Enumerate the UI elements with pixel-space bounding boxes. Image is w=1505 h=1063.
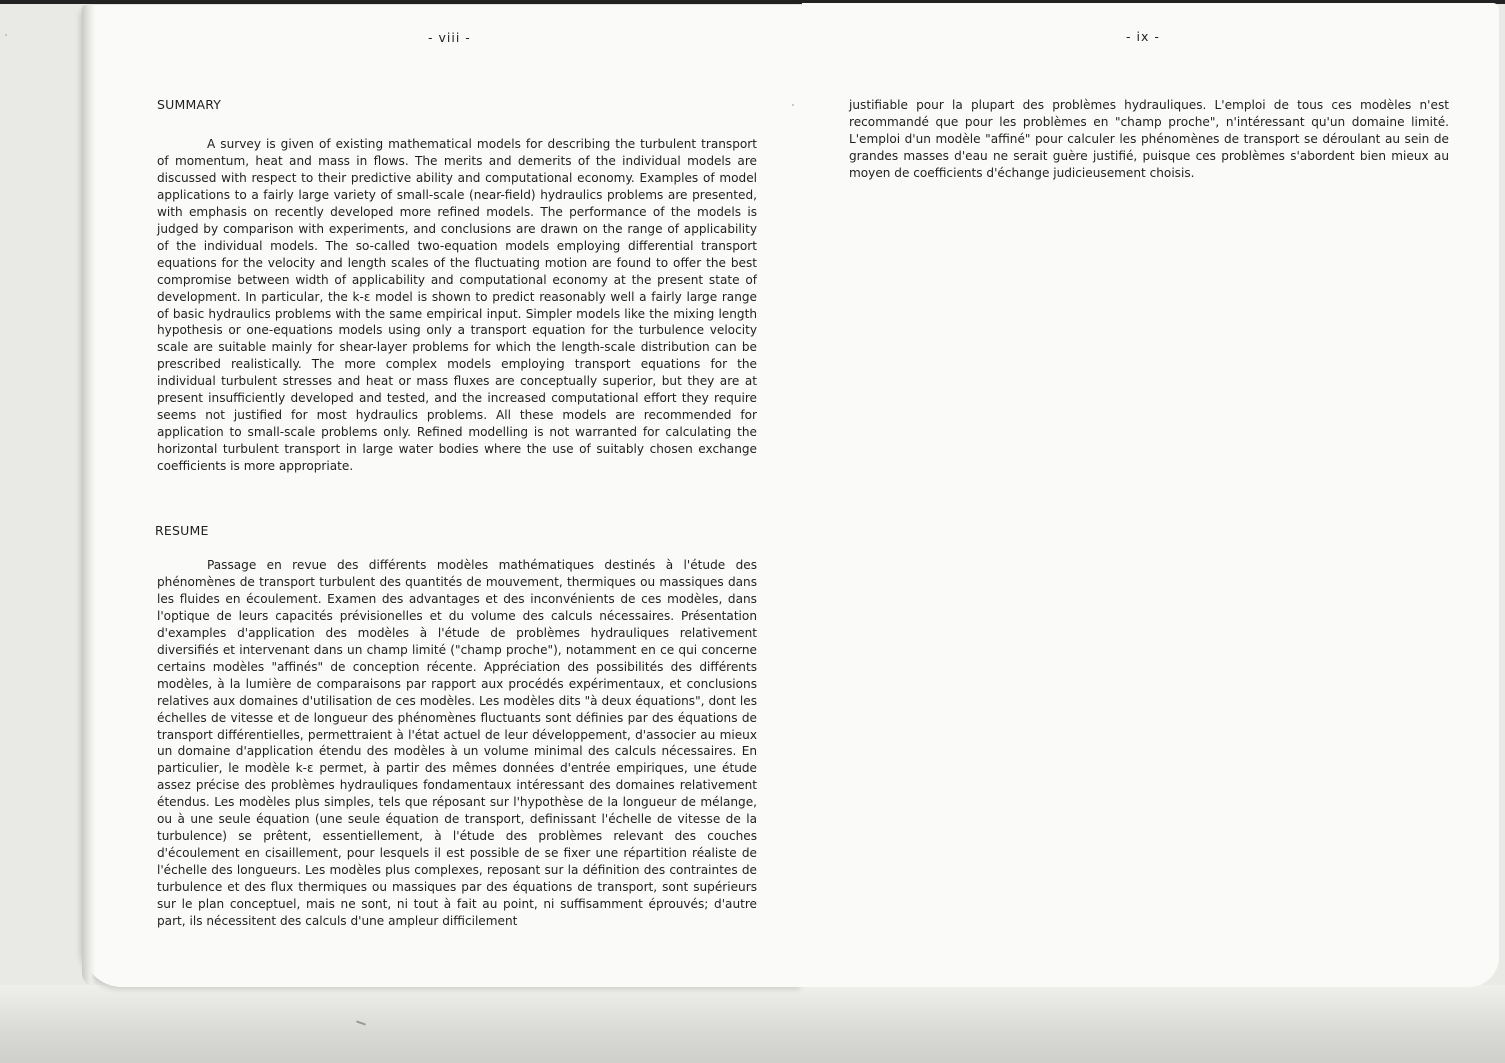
summary-paragraph: A survey is given of existing mathematical models for describing the turbulent transport of momentum, heat and mass in flows. The merits and demerits of the individual models are discussed with respect to their predictive ability and computational economy. Examples of model applications to a fairly large variety of small-scale (near-field) hydraulics problems are presented, with emphasis on recently developed more refined models. The performance of the models is judged by comparison with experiments, and conclusions are drawn on the range of applicability of the individual models. The so-called two-equation models employing differential transport equations for the velocity and length scales of the fluctuating motion are found to offer the best compromise between width of applicability and computational economy at the present state of development. In particular, the k-ε model is shown to predict reasonably well a fairly large range of basic hydraulics problems with the same empirical input. Simpler models like the mixing length hypothesis or one-equations models using only a transport equation for the turbulence velocity scale are suitable mainly for shear-layer problems for which the length-scale distribution can be prescribed realistically. The more complex models employing transport equations for the individual turbulent stresses and heat or mass fluxes are conceptually superior, but they are at present insufficiently developed and tested, and the increased computational effort they require seems not justified for most hydraulics problems. All these models are recommended for application to small-scale problems only. Refined modelling is not warranted for calculating the horizontal turbulent transport in large water bodies where the use of suitably chosen exchange coefficients is more appropriate. (157, 137, 757, 474)
scan-speck (5, 34, 7, 36)
resume-paragraph: Passage en revue des différents modèles mathématiques destinés à l'étude des phénomènes de transport turbulent des quantités de mouvement, thermiques ou massiques dans les fluides en écoulement. Examen des advantages et des inconvénients de ces modèles, dans l'optique de leurs capacités prévisionelles et du volume des calculs nécessaires. Présentation d'examples d'application des modèles à l'étude de problèmes hydrauliques relativement diversifiés et intervenant dans un champ limité ("champ proche"), notamment en ce qui concerne certains modèles "affinés" de conception récente. Appréciation des possibilités des différents modèles, à la lumière de comparaisons par rapport aux procédés expérimentaux, et conclusions relatives aux domaines d'utilisation de ces modèles. Les modèles dits "à deux équations", dont les échelles de vitesse et de longueur des phénomènes fluctuants sont définies par des équations de transport différentielles, permettraient à l'état actuel de leur développement, d'associer au mieux un domaine d'application étendu des modèles à un volume minimal des calculs nécessaires. En particulier, le modèle k-ε permet, à partir des mêmes données d'entrée empiriques, une étude assez précise des problèmes hydrauliques fondamentaux intéressant des domaines relativement étendus. Les modèles plus simples, tels que réposant sur l'hypothèse de la longueur de mélange, ou à une seule équation (une seule équation de transport, definissant l'échelle de vitesse de la turbulence) se prêtent, essentiellement, à l'étude des problèmes relevant des couches d'écoulement en cisaillement, pour lesquels il est possible de se fixer une répartition réaliste de l'échelle des longueurs. Les modèles plus complexes, reposant sur la définition des contraintes de turbulence et des flux thermiques ou massiques par des équations de transport, sont supérieurs sur le plan conceptuel, mais ne sont, ni tout à fait au point, ni suffisamment éprouvés; d'autre part, ils nécessitent des calculs d'une ampleur difficilement (157, 558, 757, 929)
summary-heading: SUMMARY (157, 97, 222, 112)
page-number-right: - ix - (1126, 29, 1160, 44)
scan-speck (792, 104, 794, 106)
page-number-left: - viii - (428, 30, 471, 45)
resume-continued-paragraph: justifiable pour la plupart des problèmes hydrauliques. L'emploi de tous ces modèles n'est recommandé que pour les problèmes en "champ proche", n'intéressant qu'un domaine limité. L'emploi d'un modèle "affiné" pour calculer les phénomènes de transport se déroulant au sein de grandes masses d'eau ne serait guère justifié, puisque ces problèmes s'abordent bien mieux au moyen de coefficients d'échange judicieusement choisis. (849, 98, 1449, 180)
scan-background (0, 985, 1505, 1063)
resume-heading: RESUME (155, 523, 209, 538)
